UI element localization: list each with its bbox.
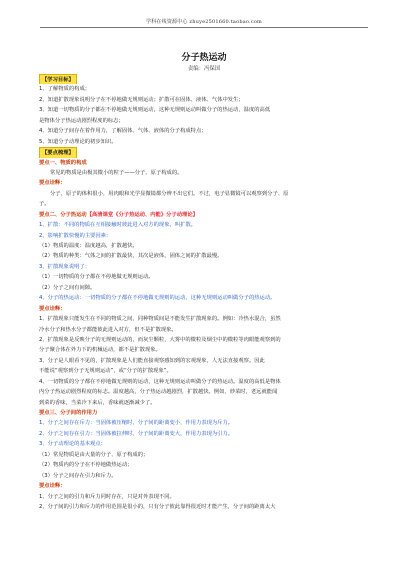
text-line: 要点诠释： [39,180,66,187]
text-line: （1）常见物质是由大量的分子、原子构成的； [39,451,149,458]
text-line: （1）物质的温度：温度越高，扩散越快。 [39,243,138,249]
text-line: 2、分子间的引力和斥力的作用范围是很小的，只有分子彼此靠得很近时才能产生，分子间的距离太大 [39,503,276,510]
text-line: 不能说“观察到分子无规则运动”，或“分子的扩散现象”。 [39,368,172,375]
text-line [39,210,374,220]
text-line: （2）物质内的分子在不停地做热运动； [39,462,133,469]
text-line: （2）物质的种类：气体之间的扩散最快，其次是液体，固体之间的扩散最慢。 [39,253,223,260]
text-line: 2、知道扩散现象说明分子在不停地做无规则运动；扩散可在固体、液体、气体中发生； [39,96,244,103]
page-header: 学科在线资源中心 zhuye2501660.taobao.com [146,19,262,25]
text-line: 要点一、物质的构成 [39,159,87,166]
text-line: 2、分子之间存在引力：当固体被拉伸时，分子间的距离变大，作用力表现为引力。 [39,430,234,437]
text-line: 2、扩散现象是反映分子的无规则运动的，而灰尘颗粒，大雾中的微粒及烟尘中的微粒等肉眼能观察到的 [39,336,281,343]
section-label: 【学习目标】 [39,74,77,84]
text-line: 3、分子动理论的基本观点： [39,441,106,448]
text-span: 【高清课堂《分子热运动、内能》分子动理论】 [86,211,198,218]
text-line: 5、知道分子动理论的初步知识。 [39,138,117,145]
text-line: 要点三、分子间的作用力 [39,410,98,416]
text-line: 分子、原子的体积很小，用肉眼和光学显微镜都分辨不出它们。不过，电子显微镜可以观察到分子、原 [50,190,289,197]
header-rule [40,27,368,28]
text-line: 1、扩散：不同的物质在互相接触时彼此进入对方的现象，叫扩散。 [39,222,196,229]
text-line: 2、影响扩散快慢的主要因素： [39,232,112,239]
text-line: 1、扩散现象只能发生在不同的物质之间，同种物质间是不能发生扩散现象的。例如：冷热水混合，虽然 [39,316,281,323]
page-title: 分子热运动 [181,53,227,63]
text-line: 分子聚合体在外力下的机械运动，都不是扩散现象。 [39,347,161,354]
section-label: 【要点梳理】 [39,147,77,157]
text-line: 子。 [39,201,50,208]
text-line: 冷水分子和热水分子都能彼此进入对方，但不是扩散现象。 [39,326,177,333]
editor-line: 责编：冯保国 [187,66,221,72]
text-line [39,147,374,157]
text-line: 4、分子的热运动：一切物质的分子都在不停地做无规则的运动，这种无规则运动叫做分子的热运动。 [39,295,276,302]
text-line: 3、知道一切物质的分子都在不停地做无规则运动，这种无规则运动叫做分子的热运动，温度的高低 [39,107,271,114]
text-line: 4、知道分子间存在着作用力，了解固体、气体、液体的分子构成特点； [39,128,207,135]
document-body [39,74,374,512]
text-line: 要点诠释： [39,483,66,490]
text-line: 4、一切物质的分子都在不停地做无规则的运动，这种无规则运动叫做分子的热运动。温度的高低是物体 [39,378,281,385]
text-line: （3）分子之间存在引力和斥力。 [39,472,117,479]
text-line: 到菜的香味，当菜冷下来后，香味就逐渐减少了。 [39,399,156,406]
text-line: 常见的物质是由极其微小的粒子——分子、原子构成的。 [50,169,183,176]
text-span: 要点二、分子热运动 [39,211,87,218]
text-line: 3、分子是人眼看不见的，扩散现象是人们能直接观察感知到的宏观现象，人无法直接观察。因此 [39,357,265,364]
text-line [39,74,374,84]
text-line: 内分子热运动剧烈程度的标志。温度越高，分子热运动越剧烈，扩散越快。例如，炒菜时，老远就能闻 [39,389,278,396]
text-line: （2）分子之间有间隙。 [39,284,96,291]
text-line: 1、了解物质的构成； [39,86,91,93]
text-line: 要点诠释： [39,305,66,312]
text-line: 1、分子之间存在斥力：当固体被压缩时，分子间的距离变小，作用力表现为斥力。 [39,420,234,427]
text-line: 1、分子之间的引力和斥力同时存在，只是对外表现不同。 [39,493,175,500]
text-line: 3、扩散现象说明了： [39,263,91,270]
text-line: （1）一切物质的分子都在不停地做无规则运动。 [39,274,154,281]
text-line: 是物体分子热运动剧烈程度的标志； [39,117,124,124]
